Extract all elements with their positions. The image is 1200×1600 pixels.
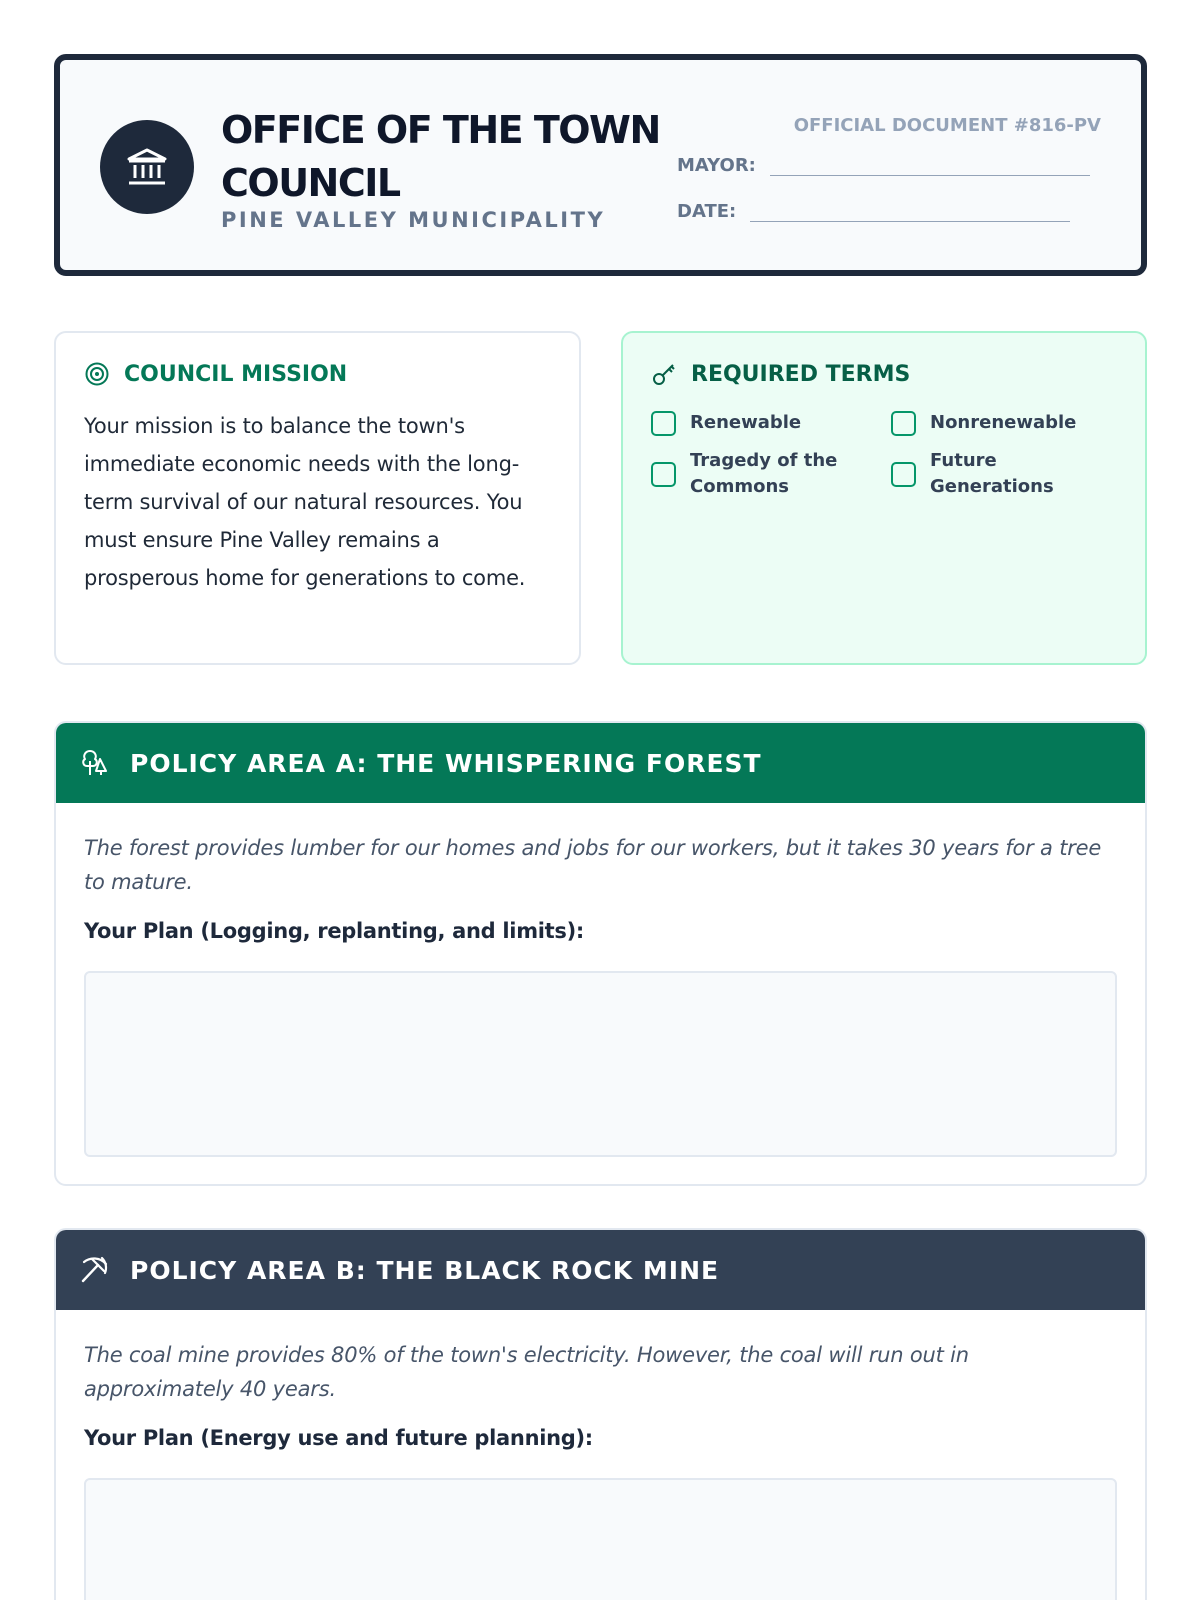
term-label: Nonrenewable — [930, 412, 1077, 433]
target-icon — [84, 361, 110, 387]
term-checkbox[interactable] — [651, 411, 676, 436]
policy-b-title: POLICY AREA B: THE BLACK ROCK MINE — [130, 1255, 720, 1285]
policy-a-plan-label: Your Plan (Logging, replanting, and limits): — [84, 919, 585, 943]
key-icon — [651, 361, 677, 387]
term-tragedy-of-the-commons[interactable] — [651, 448, 861, 500]
mission-text: Your mission is to balance the town's immediate economic needs with the long-term survival of our natural resources. You must ensure Pine Valley remains a prosperous home for generations to come. — [84, 414, 526, 590]
policy-a-plan-input[interactable] — [84, 971, 1117, 1157]
date-label: DATE: — [677, 201, 737, 222]
policy-b-description: The coal mine provides 80% of the town's electricity. However, the coal will run out in approximately 40 years. — [84, 1343, 969, 1401]
terms-heading-text: REQUIRED TERMS — [691, 361, 911, 387]
terms-heading — [651, 361, 910, 387]
policy-b-plan-label: Your Plan (Energy use and future planning): — [84, 1426, 593, 1450]
term-checkbox[interactable] — [891, 411, 916, 436]
pickaxe-icon — [78, 1254, 110, 1286]
mayor-signature-line[interactable] — [770, 152, 1090, 176]
policy-a-description: The forest provides lumber for our homes and jobs for our workers, but it takes 30 years for a tree to mature. — [84, 836, 1102, 894]
building-columns-icon — [100, 120, 194, 214]
term-label: Future Generations — [930, 450, 1054, 497]
document-header — [54, 54, 1147, 276]
policy-b-plan-input[interactable] — [84, 1478, 1117, 1600]
mission-heading-text: COUNCIL MISSION — [124, 361, 348, 387]
mission-card — [54, 331, 581, 665]
date-line[interactable] — [750, 198, 1070, 222]
term-nonrenewable[interactable] — [891, 410, 1076, 436]
policy-area-mine — [54, 1228, 1147, 1600]
term-checkbox[interactable] — [891, 462, 916, 487]
policy-a-title: POLICY AREA A: THE WHISPERING FOREST — [130, 748, 762, 778]
term-future-generations[interactable] — [891, 448, 1071, 500]
page-subtitle: PINE VALLEY MUNICIPALITY — [221, 208, 606, 232]
term-checkbox[interactable] — [651, 462, 676, 487]
policy-area-forest — [54, 721, 1147, 1186]
required-terms-card — [621, 331, 1147, 665]
mayor-label: MAYOR: — [677, 155, 756, 176]
policy-a-header — [56, 723, 1145, 803]
document-number: OFFICIAL DOCUMENT #816-PV — [793, 115, 1101, 136]
mayor-signature-row — [677, 152, 1090, 176]
term-renewable[interactable] — [651, 410, 801, 436]
policy-b-header — [56, 1230, 1145, 1310]
term-label: Tragedy of the Commons — [690, 450, 838, 497]
trees-icon — [78, 747, 110, 779]
term-label: Renewable — [690, 412, 802, 433]
date-row — [677, 198, 1070, 222]
page-title: OFFICE OF THE TOWN COUNCIL — [221, 108, 660, 205]
mission-heading — [84, 361, 347, 387]
